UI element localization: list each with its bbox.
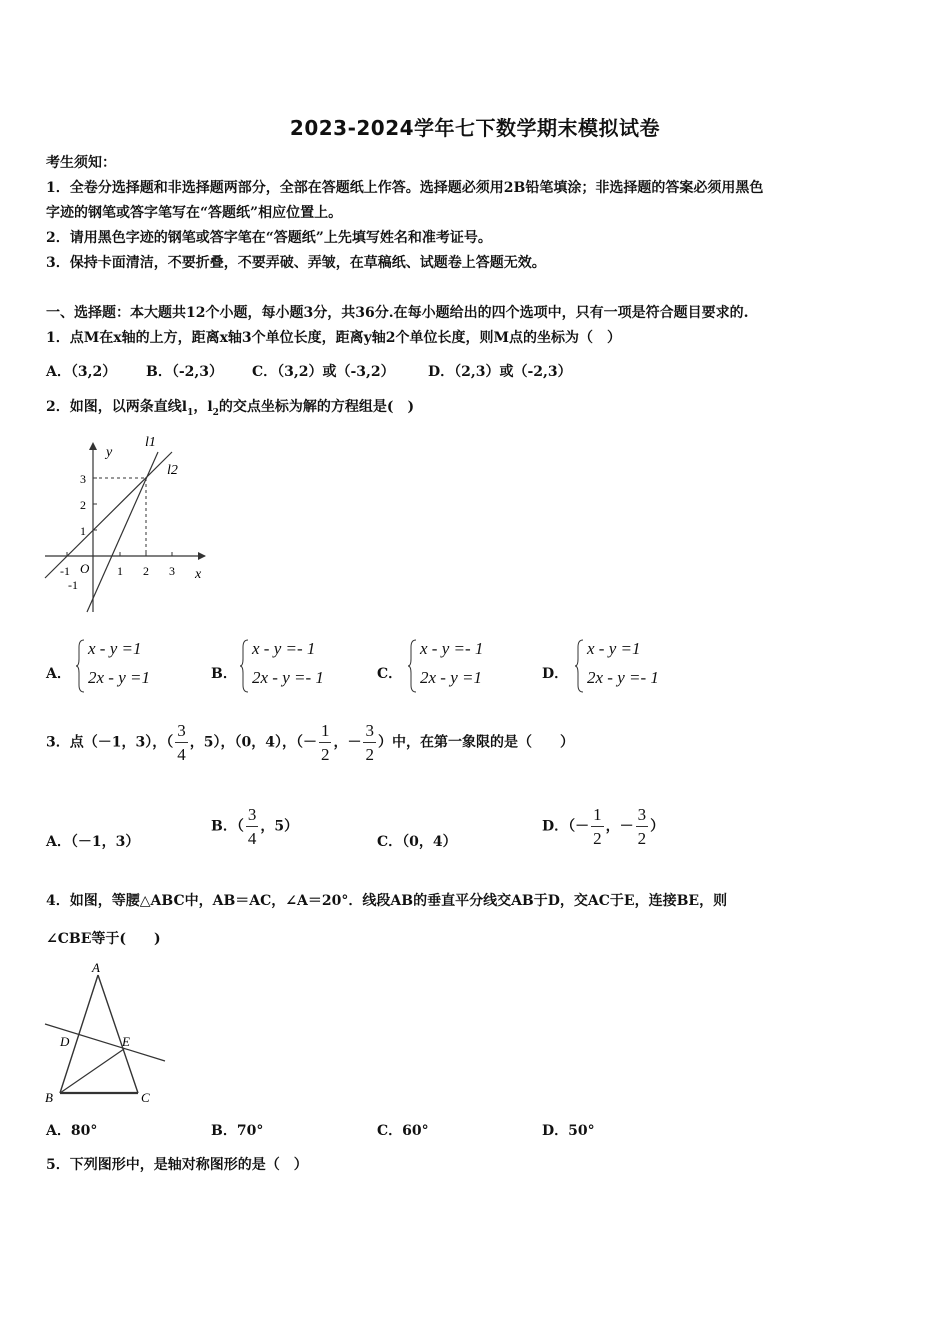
- y-tick-label: 2: [80, 498, 86, 512]
- y-tick-label: -1: [68, 578, 78, 592]
- q1-option-a: A．（3,2）: [46, 364, 117, 380]
- q4-option-d: D．50°: [542, 1123, 595, 1139]
- q2-option-b-label: B．: [211, 666, 237, 682]
- question-3-stem: 3．点（－1，3），（ $\frac{3}{4}$ ，5），（0，4），（－ $\frac{1}{2}$ ，－ $\frac{3}{2}$ ）中，在第一象限的是（ ）: [46, 721, 574, 764]
- q2-option-d-system: x - y =1 2x - y =- 1: [575, 639, 705, 695]
- question-4-stem-line2: ∠CBE等于( ): [46, 931, 161, 947]
- question-2-stem: 2．如图，以两条直线$l_1$，$l_2$的交点坐标为解的方程组是( ): [46, 399, 415, 418]
- origin-label: O: [80, 561, 90, 576]
- q2-option-c-label: C．: [377, 666, 403, 682]
- q3-option-a: A．（－1，3）: [46, 834, 140, 850]
- q4-option-b: B．70°: [211, 1123, 264, 1139]
- q2-option-d-label: D．: [542, 666, 569, 682]
- x-tick-label: 1: [117, 564, 123, 578]
- vertex-a-label: A: [92, 960, 100, 975]
- axis-y-label: y: [106, 445, 113, 460]
- notice-item: 3．保持卡面清洁，不要折叠，不要弄破、弄皱，在草稿纸、试题卷上答题无效。: [46, 255, 546, 271]
- point-d-label: D: [60, 1034, 70, 1049]
- q2-option-b-system: x - y =- 1 2x - y =- 1: [240, 639, 370, 695]
- q3-option-b: B．（ $\frac{3}{4}$ ，5）: [211, 805, 299, 848]
- x-tick-label: 3: [169, 564, 175, 578]
- q3-option-c: C．（0，4）: [377, 834, 457, 850]
- fraction: $\frac{3}{4}$: [177, 721, 186, 764]
- y-tick-label: 1: [80, 524, 86, 538]
- q1-option-b: B．（-2,3）: [146, 364, 223, 380]
- fraction: $\frac{1}{2}$: [320, 721, 330, 764]
- vertex-c-label: C: [141, 1090, 150, 1105]
- fraction: $\frac{3}{2}$: [365, 721, 374, 764]
- section-heading: 一、选择题：本大题共12个小题，每小题3分，共36分.在每小题给出的四个选项中，只有一项是符合题目要求的.: [46, 305, 749, 321]
- notice-item: 2．请用黑色字迹的钢笔或答字笔在“答题纸”上先填写姓名和准考证号。: [46, 230, 492, 246]
- q1-option-d: D．（2,3）或（-2,3）: [428, 364, 572, 380]
- q2-option-c-system: x - y =- 1 2x - y =1: [408, 639, 538, 695]
- q2-option-a-system: x - y =1 2x - y =1: [76, 639, 196, 695]
- x-tick-label: 2: [143, 564, 149, 578]
- q3-option-d: D．（－ $\frac{1}{2}$ ，－ $\frac{3}{2}$ ）: [542, 805, 665, 848]
- line-l1-label: l1: [145, 435, 156, 450]
- q4-triangle-figure: [40, 958, 170, 1108]
- point-e-label: E: [122, 1034, 130, 1049]
- vertex-b-label: B: [45, 1090, 53, 1105]
- axis-x-label: x: [195, 567, 202, 582]
- q2-option-a-label: A．: [46, 666, 71, 682]
- question-5-stem: 5．下列图形中，是轴对称图形的是（ ）: [46, 1157, 308, 1173]
- q4-option-c: C．60°: [377, 1123, 429, 1139]
- notice-item: 1．全卷分选择题和非选择题两部分，全部在答题纸上作答。选择题必须用2B铅笔填涂；非选择题的答案必须用黑色: [46, 180, 764, 196]
- q4-option-a: A．80°: [46, 1123, 98, 1139]
- notice-heading: 考生须知：: [46, 155, 116, 171]
- page-title: 2023-2024学年七下数学期末模拟试卷: [289, 116, 661, 140]
- notice-item: 字迹的钢笔或答字笔写在“答题纸”相应位置上。: [46, 205, 343, 221]
- q1-option-c: C．（3,2）或（-3,2）: [252, 364, 395, 380]
- line-l2-label: l2: [167, 463, 178, 478]
- y-tick-label: 3: [80, 472, 86, 486]
- q2-graph: [40, 432, 215, 617]
- x-tick-label: -1: [60, 564, 70, 578]
- question-1-stem: 1．点M在x轴的上方，距离x轴3个单位长度，距离y轴2个单位长度，则M点的坐标为（ ）: [46, 330, 622, 346]
- question-4-stem-line1: 4．如图，等腰△ABC中，AB＝AC，∠A＝20°．线段AB的垂直平分线交AB于D，交AC于E，连接BE，则: [46, 893, 728, 909]
